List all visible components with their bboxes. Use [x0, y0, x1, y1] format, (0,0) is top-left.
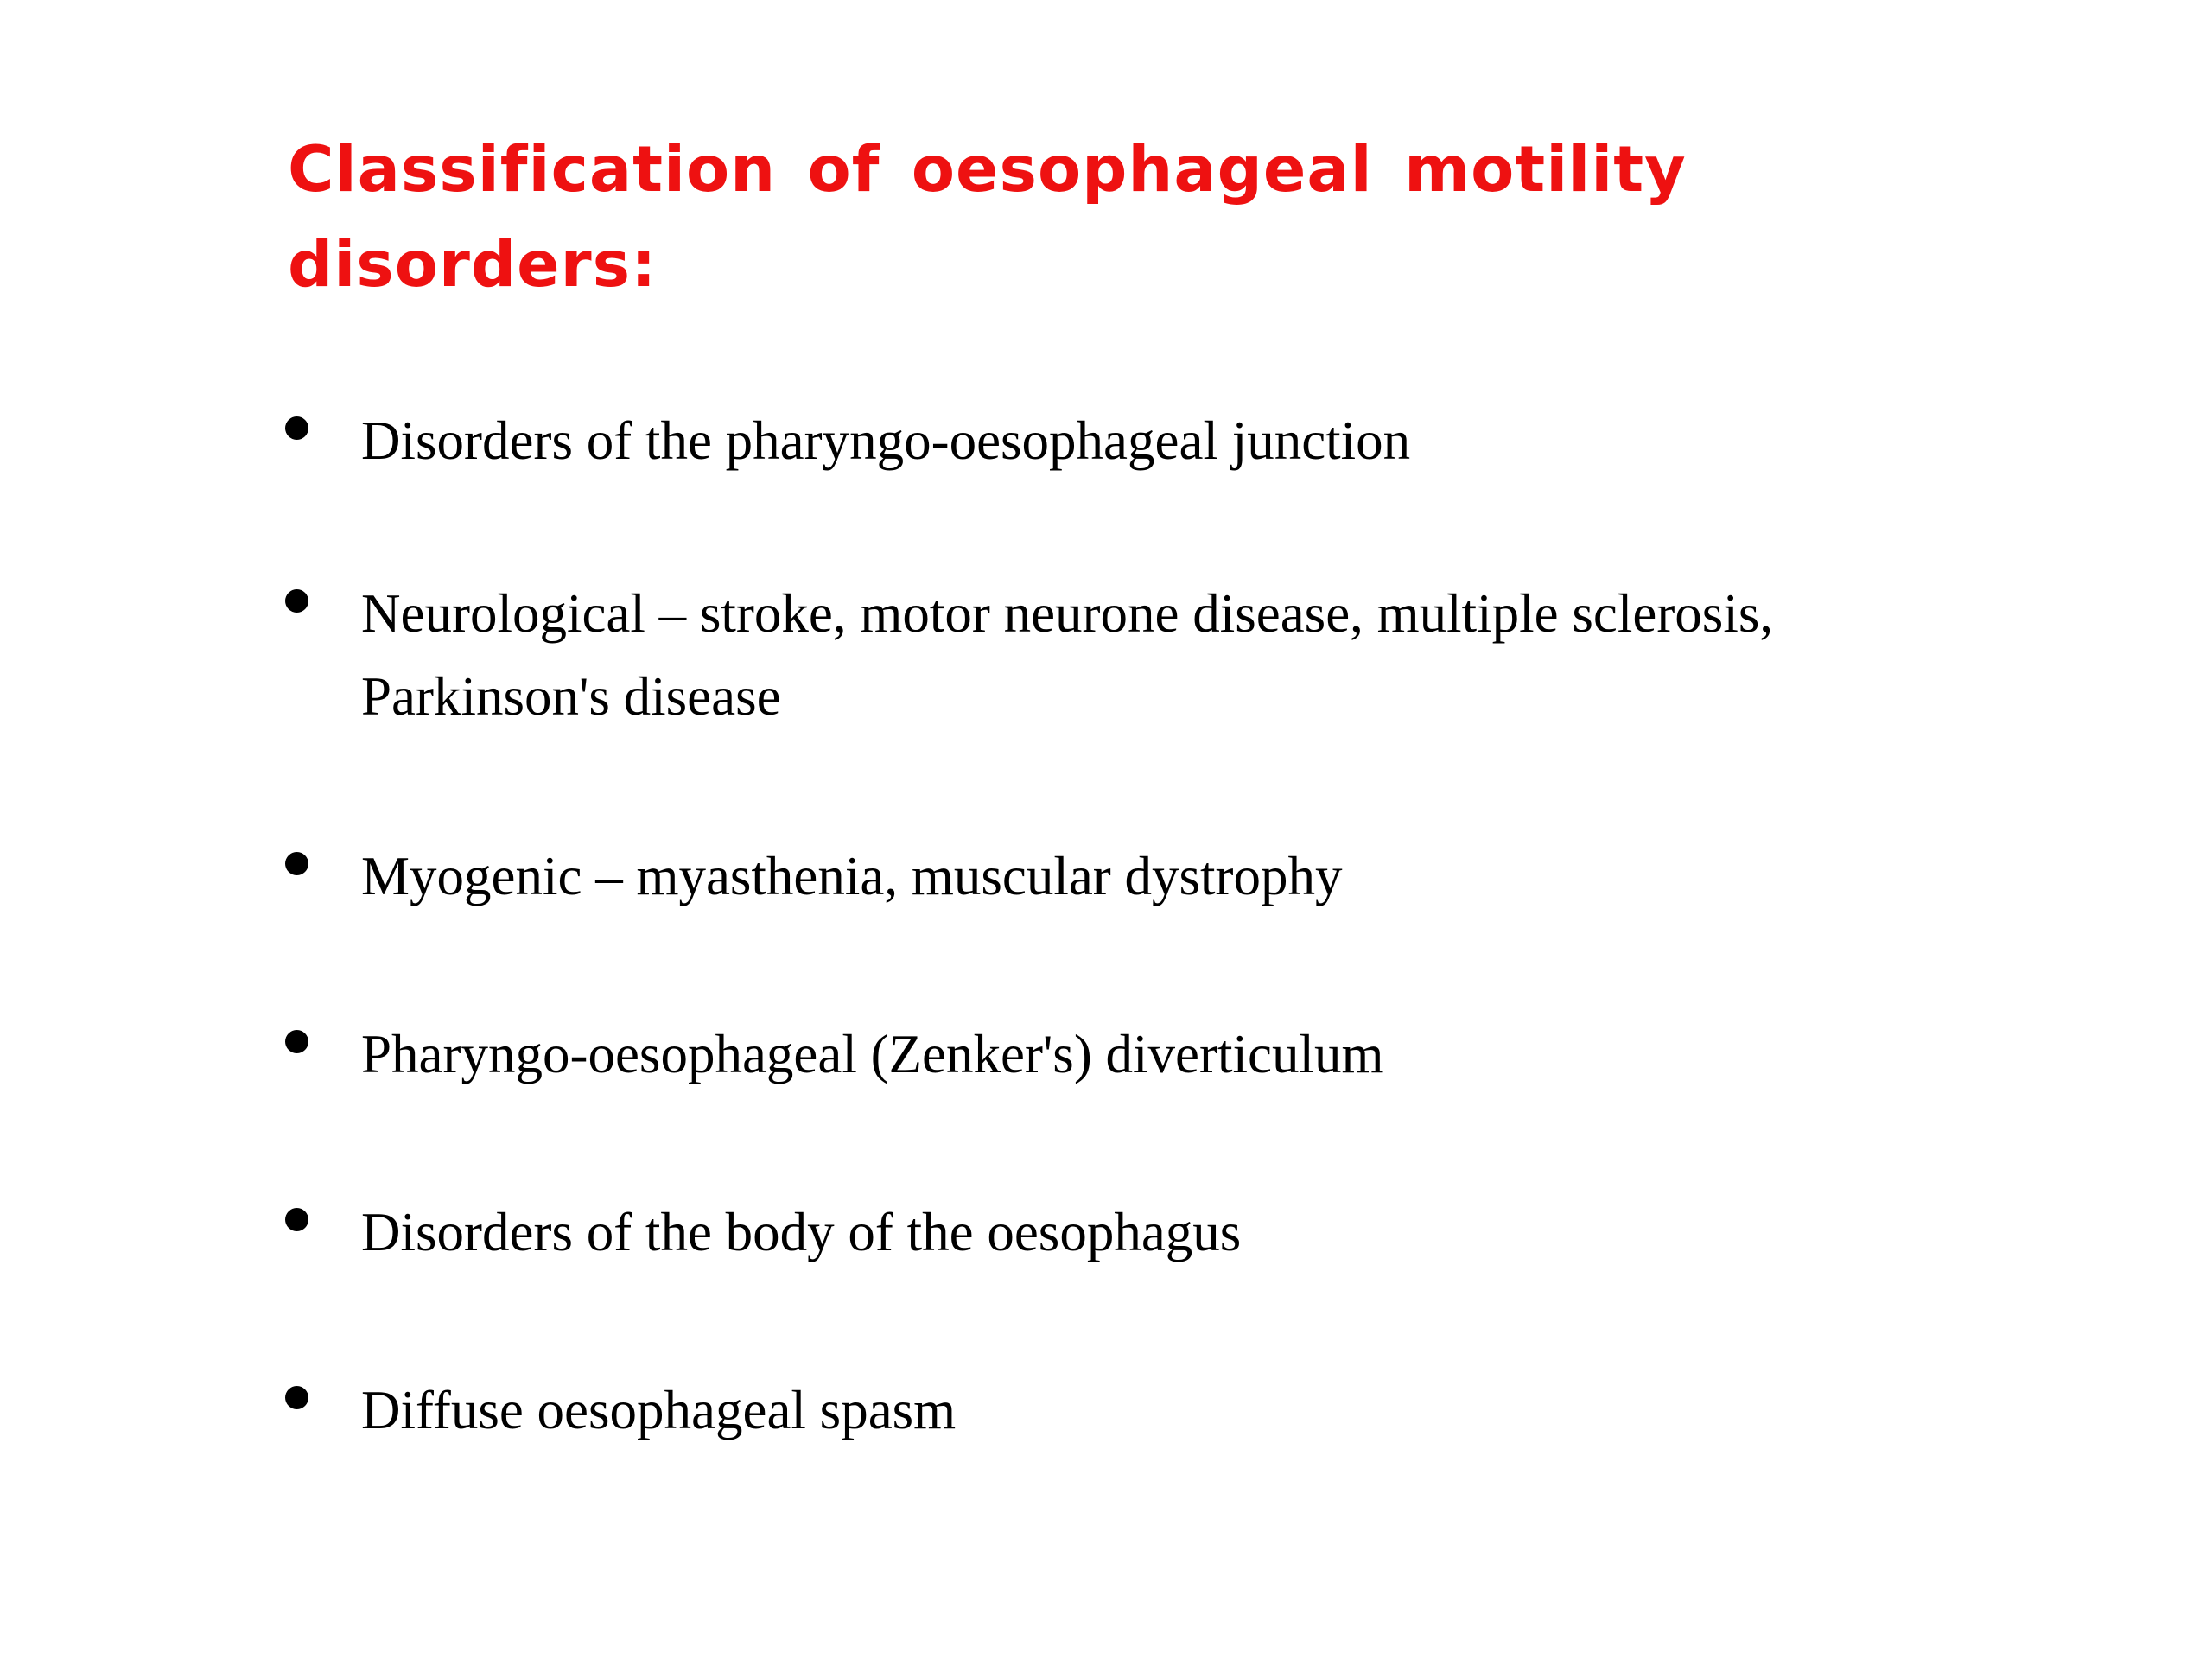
list-item-text — [361, 1013, 2046, 1096]
list-item-line: Myogenic – myasthenia, muscular dystrophy — [361, 846, 1343, 906]
list-item-line: Disorders of the body of the oesophagus — [361, 1202, 1242, 1262]
bullet-icon — [285, 852, 308, 875]
bullet-icon — [285, 1208, 308, 1231]
bullet-icon — [285, 1030, 308, 1053]
list-item-text — [361, 835, 2046, 918]
list-item-text — [361, 1369, 2046, 1452]
list-item-text — [361, 572, 2046, 738]
list-item-line: Neurological – stroke, motor neurone disease, multiple sclerosis, — [361, 583, 1774, 644]
bullet-icon — [285, 416, 308, 440]
list-item-text — [361, 399, 2046, 482]
bullet-icon — [285, 1386, 308, 1409]
list-item-line: Pharyngo-oesophageal (Zenker's) diverticulum — [361, 1024, 1384, 1084]
list-item-line: Disorders of the pharyngo-oesophageal junction — [361, 410, 1411, 471]
slide-title: Classification of oesophageal motility disorders: — [288, 133, 1687, 302]
bullet-icon — [285, 589, 308, 613]
list-item-text — [361, 1191, 2046, 1274]
list-item-line: Diffuse oesophageal spasm — [361, 1380, 957, 1440]
list-item-line: Parkinson's disease — [361, 666, 781, 727]
